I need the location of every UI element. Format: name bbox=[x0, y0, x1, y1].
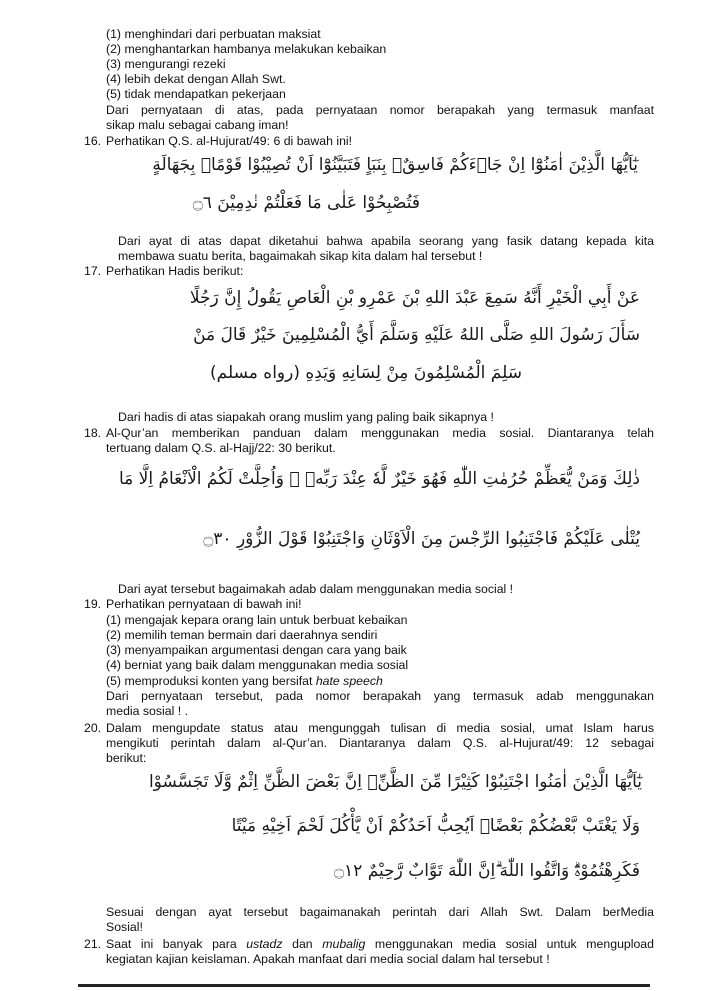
q16-question-line-1: Dari ayat di atas dapat diketahui bahwa apabila seorang yang fasik datang kepada kita bbox=[118, 234, 654, 248]
q15-option-1: (1) menghindari dari perbuatan maksiat bbox=[106, 27, 321, 41]
q21-line-2: kegiatan kajian keislaman. Apakah manfaat dari media social dalam hal tersebut ! bbox=[106, 952, 550, 966]
q15-option-3: (3) mengurangi rezeki bbox=[106, 57, 226, 71]
q21-number: 21. bbox=[84, 937, 102, 951]
q19-number: 19. bbox=[84, 597, 102, 611]
q19-option-2: (2) memilih teman bermain dari daerahnya sendiri bbox=[106, 628, 378, 642]
q19-question-line-1: Dari pernyataan tersebut, pada nomor berapakah yang termasuk adab menggunakan bbox=[106, 689, 654, 703]
q15-option-5: (5) tidak mendapatkan pekerjaan bbox=[106, 87, 286, 101]
q16-arabic-line-2: فَتُصْبِحُوْا عَلٰى مَا فَعَلْتُمْ نٰدِمِيْنَ ۝٦ bbox=[192, 193, 420, 213]
q20-arabic-line-2: وَلَا يَغْتَبْ بَّعْضُكُمْ بَعْضًاۗ اَيُحِبُّ اَحَدُكُمْ اَنْ يَّأْكُلَ لَحْمَ اَخِيْهِ مَيْتًا bbox=[231, 816, 640, 836]
q18-arabic-line-1: ذٰلِكَ وَمَنْ يُّعَظِّمْ حُرُمٰتِ اللّٰهِ فَهُوَ خَيْرٌ لَّهٗ عِنْدَ رَبِّهٖ ۗ وَاُحِلَّتْ لَكُمُ الْاَنْعَامُ اِلَّا مَا bbox=[118, 469, 640, 489]
q17-number: 17. bbox=[84, 264, 102, 278]
q16-question-line-2: membawa suatu berita, bagaimakah sikap kita dalam hal tersebut ! bbox=[118, 249, 483, 263]
q18-number: 18. bbox=[84, 426, 102, 440]
q21-text-c: menggunakan media sosial untuk mengupload bbox=[365, 937, 654, 951]
q15-option-4: (4) lebih dekat dengan Allah Swt. bbox=[106, 72, 286, 86]
q19-option-4: (4) berniat yang baik dalam menggunakan media sosial bbox=[106, 658, 409, 672]
q20-arabic-line-1: يٰٓاَيُّهَا الَّذِيْنَ اٰمَنُوا اجْتَنِبُوْا كَثِيْرًا مِّنَ الظَّنِّۖ اِنَّ بَعْضَ الظَّنِّ اِثْمٌ وَّلَا تَجَسَّسُوْا bbox=[148, 772, 642, 792]
q19-question-line-2: media sosial ! . bbox=[106, 704, 189, 718]
q15-option-2: (2) menghantarkan hambanya melakukan kebaikan bbox=[106, 42, 387, 56]
q18-intro-line-2: tertuang dalam Q.S. al-Hajj/22: 30 berikut. bbox=[106, 441, 336, 455]
q17-arabic-line-3: سَلِمَ الْمُسْلِمُونَ مِنْ لِسَانِهِ وَيَدِهِ (رواه مسلم) bbox=[210, 363, 522, 383]
q20-question-line-1: Sesuai dengan ayat tersebut bagaimanakah perintah dari Allah Swt. Dalam berMedia bbox=[106, 905, 654, 919]
q16-number: 16. bbox=[84, 134, 102, 148]
q20-intro-line-3: berikut: bbox=[106, 751, 147, 765]
q19-option-1: (1) mengajak kepara orang lain untuk berbuat kebaikan bbox=[106, 613, 408, 627]
q21-text-b: dan bbox=[282, 937, 323, 951]
q20-intro-line-1: Dalam mengupdate status atau mengunggah tulisan di media sosial, umat Islam harus bbox=[106, 721, 654, 735]
q21-text-a: Saat ini banyak para bbox=[106, 937, 247, 951]
q21-italic-ustadz: ustadz bbox=[246, 937, 283, 951]
q21-italic-mubalig: mubalig bbox=[322, 937, 366, 951]
q17-intro: Perhatikan Hadis berikut: bbox=[106, 264, 244, 278]
q20-question-line-2: Sosial! bbox=[106, 920, 143, 934]
q18-question: Dari ayat tersebut bagaimakah adab dalam menggunakan media social ! bbox=[118, 582, 514, 596]
bottom-divider bbox=[78, 984, 650, 987]
q17-arabic-line-2: سَأَلَ رَسُولَ اللهِ صَلَّى اللهُ عَلَيْهِ وَسَلَّمَ أَيُّ الْمُسْلِمِينَ خَيْرٌ قَالَ مَنْ bbox=[193, 325, 640, 345]
q15-question-line-1: Dari pernyataan di atas, pada pernyataan nomor berapakah yang termasuk manfaat bbox=[106, 103, 654, 117]
q19-option-5-italic: hate speech bbox=[315, 674, 383, 688]
q18-arabic-line-2: يُتْلٰى عَلَيْكُمْ فَاجْتَنِبُوا الرِّجْسَ مِنَ الْاَوْثَانِ وَاجْتَنِبُوْا قَوْلَ الزُّوْرِ ۝٣٠ bbox=[203, 529, 640, 549]
q19-option-5 bbox=[106, 674, 383, 688]
q15-question-line-2: sikap malu sebagai cabang iman! bbox=[106, 118, 289, 132]
q19-intro: Perhatikan pernyataan di bawah ini! bbox=[106, 597, 302, 611]
q17-arabic-line-1: عَنْ أَبِي الْخَيْرِ أَنَّهُ سَمِعَ عَبْدَ اللهِ بْنَ عَمْرِو بْنِ الْعَاصِ يَقُولُ إِنَّ رَجُلًا bbox=[189, 288, 640, 308]
q20-intro-line-2: mengikuti perintah dalam al-Qur’an. Diantaranya dalam Q.S. al-Hujurat/49: 12 sebagai bbox=[106, 736, 654, 750]
q18-intro-line-1: Al-Qur’an memberikan panduan dalam menggunakan media sosial. Diantaranya telah bbox=[106, 426, 654, 440]
q19-option-3: (3) menyampaikan argumentasi dengan cara yang baik bbox=[106, 643, 407, 657]
q20-arabic-line-3: فَكَرِهْتُمُوْهُۗ وَاتَّقُوا اللّٰهَ ۗاِنَّ اللّٰهَ تَوَّابٌ رَّحِيْمٌ ۝١٢ bbox=[334, 861, 640, 881]
q20-number: 20. bbox=[84, 721, 102, 735]
q16-intro: Perhatikan Q.S. al-Hujurat/49: 6 di bawah ini! bbox=[106, 134, 353, 148]
q21-line-1 bbox=[106, 937, 654, 951]
q16-arabic-line-1: يٰٓاَيُّهَا الَّذِيْنَ اٰمَنُوْٓا اِنْ جَاۤءَكُمْ فَاسِقٌۢ بِنَبَاٍ فَتَبَيَّنُوْٓا اَنْ تُصِيْبُوْا قَوْمًاۢ بِجَهَالَةٍ bbox=[152, 155, 638, 175]
q17-question: Dari hadis di atas siapakah orang muslim yang paling baik sikapnya ! bbox=[118, 410, 494, 424]
q19-option-5-text: (5) memproduksi konten yang bersifat bbox=[106, 674, 316, 688]
